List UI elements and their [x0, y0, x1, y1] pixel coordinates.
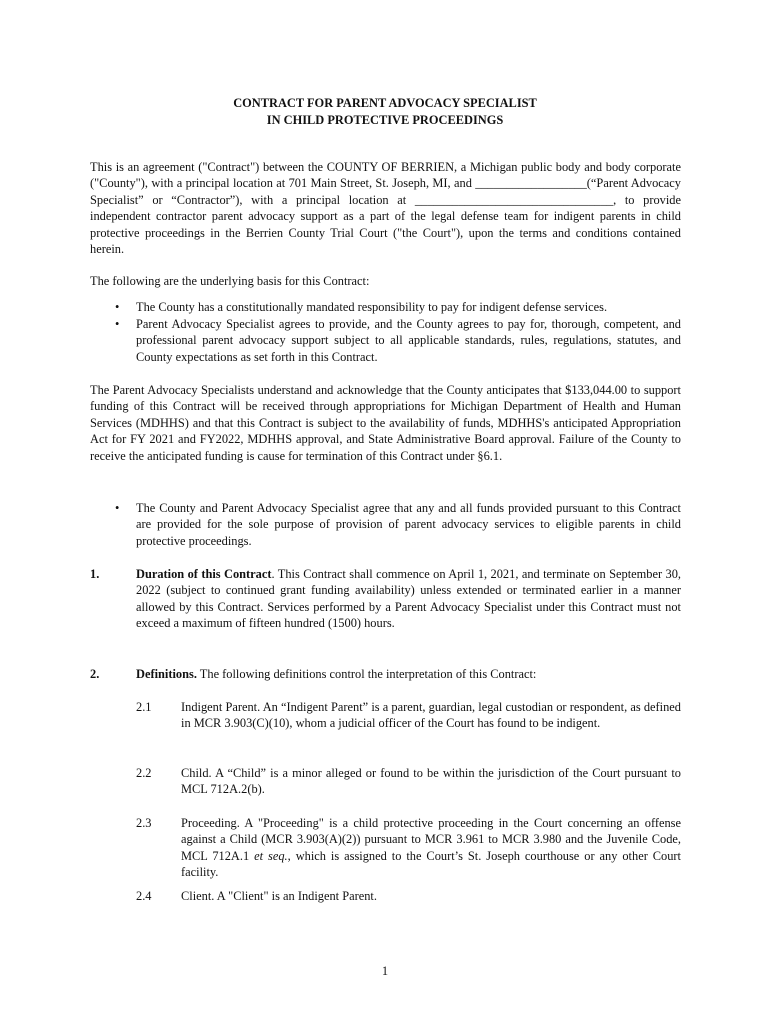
section-2-number: 2. — [90, 667, 100, 681]
title-line-2: IN CHILD PROTECTIVE PROCEEDINGS — [266, 113, 504, 127]
title-line-1: CONTRACT FOR PARENT ADVOCACY SPECIALIST — [233, 96, 537, 110]
definition-number: 2.3 — [136, 816, 152, 830]
section-1-number: 1. — [90, 567, 100, 581]
bullet-icon: • — [115, 300, 120, 314]
intro-paragraph: This is an agreement ("Contract") between the COUNTY OF BERRIEN, a Michigan public body and body corporate ("County"), with a principal location at 701 Main Street, St. Joseph, MI, and __________________(“Parent Advocacy Specialist” or “Contractor”), with a principal location at ________________________________, to provide independent contractor parent advocacy support as a part of the legal defense team for indigent parents in child protective proceedings in the Berrien County Trial Court ("the Court"), upon the terms and conditions contained herein. — [90, 160, 681, 257]
definition-number: 2.1 — [136, 700, 152, 714]
contract-title — [0, 95, 770, 129]
bullet-icon: • — [115, 317, 120, 331]
bullet-item — [115, 316, 681, 365]
definition-text: Indigent Parent. An “Indigent Parent” is a parent, guardian, legal custodian or respondent, as defined in MCR 3.903(C)(10), whom a judicial officer of the Court has found to be indigent. — [181, 700, 681, 731]
funding-paragraph: The Parent Advocacy Specialists understand and acknowledge that the County anticipates that $133,044.00 to support funding of this Contract will be received through appropriations for Michigan Department of Health and Human Services (MDHHS) and that this Contract is subject to the availability of funds, MDHHS's anticipated Appropriation Act for FY 2021 and FY2022, MDHHS approval, and State Administrative Board approval. Failure of the County to receive the anticipated funding is cause for termination of this Contract under §6.1. — [90, 383, 681, 463]
bullet-item — [115, 299, 681, 315]
definition-number: 2.2 — [136, 766, 152, 780]
bullet-icon: • — [115, 501, 120, 515]
section-1-heading: Duration of this Contract — [136, 567, 272, 581]
bullet-item — [115, 500, 681, 549]
bullet-text: Parent Advocacy Specialist agrees to provide, and the County agrees to pay for, thorough, competent, and professional parent advocacy support subject to all applicable standards, rules, regulations, statutes, and County expectations as set forth in this Contract. — [136, 317, 681, 364]
definition-text: Child. A “Child” is a minor alleged or found to be within the jurisdiction of the Court pursuant to MCL 712A.2(b). — [181, 766, 681, 797]
section-2-heading: Definitions. — [136, 667, 197, 681]
section-2-text: Definitions. The following definitions control the interpretation of this Contract: — [136, 667, 537, 681]
definition-text: Client. A "Client" is an Indigent Parent. — [181, 889, 377, 903]
definition-number: 2.4 — [136, 889, 152, 903]
bullet-text: The County and Parent Advocacy Specialist agree that any and all funds provided pursuant to this Contract are provided for the sole purpose of provision of parent advocacy services to eligible parents in child protective proceedings. — [136, 501, 681, 548]
basis-heading: The following are the underlying basis for this Contract: — [90, 274, 370, 288]
definition-text: Proceeding. A "Proceeding" is a child protective proceeding in the Court concerning an offense against a Child (MCR 3.903(A)(2)) pursuant to MCR 3.961 to MCR 3.980 and the Juvenile Code, MCL 712A.1 et seq., which is assigned to the Court’s St. Joseph courthouse or any other Court facility. — [181, 816, 681, 880]
bullet-text: The County has a constitutionally mandated responsibility to pay for indigent defense services. — [136, 300, 608, 314]
section-1-text: Duration of this Contract. This Contract shall commence on April 1, 2021, and terminate on September 30, 2022 (subject to continued grant funding availability) unless extended or terminated earlier in a manner allowed by this Contract. Services performed by a Parent Advocacy Specialist under this Contract must not exceed a maximum of fifteen hundred (1500) hours. — [136, 567, 681, 631]
page-number: 1 — [381, 964, 389, 978]
